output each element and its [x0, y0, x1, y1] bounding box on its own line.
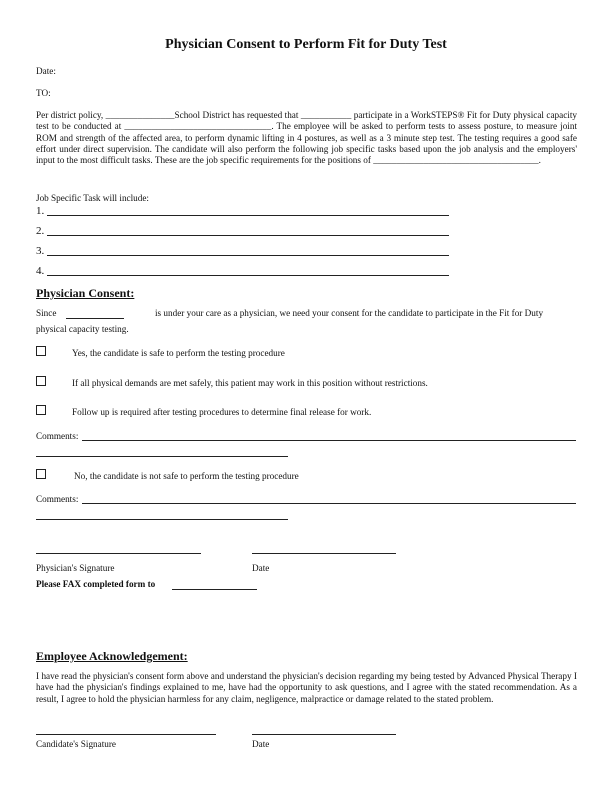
- physician-date-line[interactable]: [252, 553, 396, 554]
- candidate-signature-line[interactable]: [36, 734, 216, 735]
- physician-date-label: Date: [252, 563, 270, 573]
- candidate-date-line[interactable]: [252, 734, 396, 735]
- task-number-2: 2.: [36, 225, 45, 237]
- option-yes-safe: Yes, the candidate is safe to perform the testing procedure: [72, 348, 285, 358]
- tasks-label: Job Specific Task will include:: [36, 193, 149, 203]
- intro-paragraph: Per district policy, _______________School District has requested that ___________ participate in a WorkSTEPS® Fit for Duty physical capacity test to be conducted at ________________________________. The employee will be asked to perform tests to assess posture, to measure joint ROM and strength of the affected area, to perform dynamic lifting in 4 postures, as well as a 3 minute step test. The testing requires a good safe effort under direct supervision. The candidate will also perform the following job specific tasks based upon the job analysis and the employers' input to the most difficult tasks. These are the job specific requirements for the positions of ____________________________________.: [36, 110, 577, 166]
- option-follow-up: Follow up is required after testing procedures to determine final release for work.: [72, 407, 372, 417]
- checkbox-yes-safe[interactable]: [36, 346, 46, 356]
- checkbox-follow-up[interactable]: [36, 405, 46, 415]
- fax-number-line[interactable]: [172, 589, 257, 590]
- task-line-1[interactable]: [47, 215, 449, 216]
- physician-signature-line[interactable]: [36, 553, 201, 554]
- page-title: Physician Consent to Perform Fit for Duty Test: [165, 37, 447, 52]
- since-text: is under your care as a physician, we need your consent for the candidate to participate in the Fit for Duty: [155, 308, 544, 318]
- option-no-restrictions: If all physical demands are met safely, this patient may work in this position without restrictions.: [72, 378, 428, 388]
- comments-line-1a[interactable]: [82, 440, 576, 441]
- employee-acknowledgement-heading: Employee Acknowledgement:: [36, 649, 188, 663]
- checkbox-not-safe[interactable]: [36, 469, 46, 479]
- task-line-2[interactable]: [47, 235, 449, 236]
- task-number-3: 3.: [36, 245, 45, 257]
- comments-line-1b[interactable]: [36, 456, 288, 457]
- task-line-3[interactable]: [47, 255, 449, 256]
- to-label: TO:: [36, 88, 51, 98]
- physician-consent-heading: Physician Consent:: [36, 286, 135, 300]
- physician-signature-label: Physician's Signature: [36, 563, 115, 573]
- checkbox-no-restrictions[interactable]: [36, 376, 46, 386]
- comments-line-2b[interactable]: [36, 519, 288, 520]
- candidate-date-label: Date: [252, 739, 270, 749]
- task-line-4[interactable]: [47, 275, 449, 276]
- task-number-1: 1.: [36, 205, 45, 217]
- fax-label: Please FAX completed form to: [36, 579, 156, 589]
- patient-name-line[interactable]: [66, 318, 124, 319]
- comments-label-1: Comments:: [36, 431, 79, 441]
- candidate-signature-label: Candidate's Signature: [36, 739, 116, 749]
- task-number-4: 4.: [36, 265, 45, 277]
- comments-line-2a[interactable]: [82, 503, 576, 504]
- since-text-continued: physical capacity testing.: [36, 324, 129, 334]
- comments-label-2: Comments:: [36, 494, 79, 504]
- employee-acknowledgement-text: I have read the physician's consent form above and understand the physician's decision regarding my being tested by Advanced Physical Therapy I have had the physician's findings explained to me, have had the opportunity to ask questions, and I agree with the stated recommendation. As a result, I agree to hold the physician harmless for any claim, negligence, malpractice or damage related to the stated problem.: [36, 671, 577, 704]
- since-label: Since: [36, 308, 57, 318]
- date-label: Date:: [36, 66, 56, 76]
- option-not-safe: No, the candidate is not safe to perform the testing procedure: [74, 471, 299, 481]
